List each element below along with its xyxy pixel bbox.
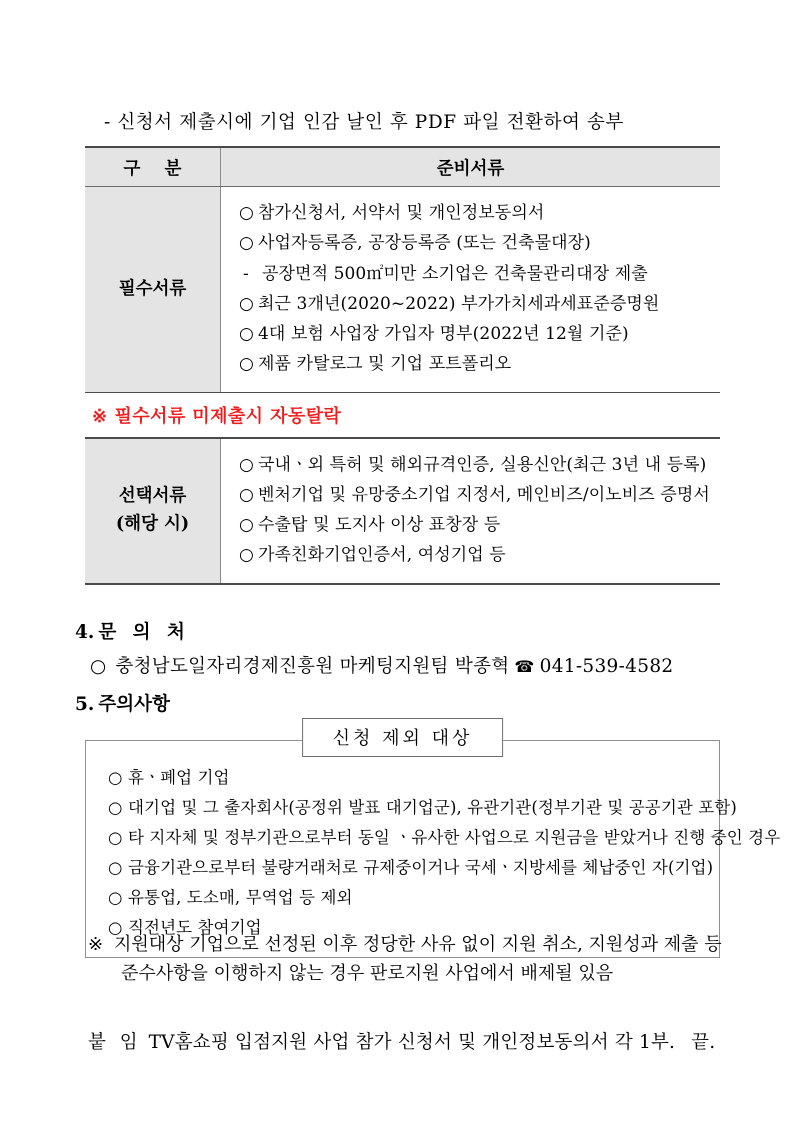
list-item [239,480,714,510]
warning-cell [85,392,720,438]
bullet-marker: ○ [239,203,254,223]
final-note-line2: 준수사항을 이행하지 않는 경우 판로지원 사업에서 배제될 있음 [121,963,614,985]
section-number: 4. [75,622,95,643]
list-item-text: 공장면적 500㎡미만 소기업은 건축물관리대장 제출 [262,263,648,284]
bullet-marker: ○ [108,888,123,908]
optional-label [85,438,221,584]
list-item [239,450,714,480]
list-item-text: 최근 3개년(2020~2022) 부가가치세과세표준증명원 [258,293,660,314]
list-item-text: 수출탑 및 도지사 이상 표창장 등 [258,515,501,535]
section-title: 주의사항 [98,694,170,715]
attachment-end: 끝. [691,1032,716,1053]
list-item [239,349,714,379]
header-documents: 준비서류 [221,147,721,187]
warning-text: 필수서류 미제출시 자동탈락 [114,405,342,427]
bullet-marker: ○ [239,293,254,314]
list-item [239,228,714,258]
exclusion-box-wrapper [85,728,781,958]
bullet-marker: ○ [239,484,254,505]
exclusion-box-title: 신청 제외 대상 [302,718,504,757]
list-item-text: 가족친화기업인증서, 여성기업 등 [258,545,506,566]
list-item-text: 사업자등록증, 공장등록증 (또는 건축물대장) [258,233,591,254]
contact-organization: 충청남도일자리경제진흥원 마케팅지원팀 박종혁 [115,656,510,677]
header-category: 구 분 [85,147,221,187]
list-item-text: 유통업, 도소매, 무역업 등 제외 [128,888,353,908]
table-row-optional [85,438,720,584]
final-note-line1-row [88,934,722,955]
bullet-marker: ○ [239,515,254,535]
lead-line: - 신청서 제출시에 기업 인감 날인 후 PDF 파일 전환하여 송부 [104,112,624,133]
list-item [239,198,714,228]
table-row-required [85,187,720,393]
optional-label-line2: (해당 시) [115,513,190,534]
list-item [108,853,714,883]
list-item-text: 국내ㆍ외 특허 및 해외규격인증, 실용신안(최근 3년 내 등록) [258,454,707,475]
bullet-marker: ○ [90,656,107,677]
list-item [108,883,709,913]
exclusion-box [85,740,781,958]
bullet-marker: ○ [239,545,254,566]
list-item-text: 대기업 및 그 출자회사(공정위 발표 대기업군), 유관기관(정부기관 및 공공기관 포함) [128,798,737,818]
attachment-label: 붙 임 [88,1032,142,1053]
bullet-marker: ○ [108,858,123,878]
table-header-row [85,147,720,187]
list-item-text: 참가신청서, 서약서 및 개인정보동의서 [258,203,545,223]
list-item [108,793,737,823]
optional-label-line1: 선택서류 [118,486,187,507]
required-documents-list [239,198,714,380]
contact-item [90,652,673,678]
list-item [108,823,781,853]
bullet-marker: ○ [108,918,123,938]
required-label: 필수서류 [85,187,221,393]
section-number: 5. [75,694,95,715]
optional-documents-cell [221,438,721,584]
list-item [239,540,714,570]
bullet-marker: ○ [108,798,123,818]
list-item-text: 제품 카탈로그 및 기업 포트폴리오 [258,354,512,375]
bullet-marker: ○ [108,828,123,848]
bullet-marker: ○ [108,768,123,787]
list-item [239,510,714,540]
bullet-marker: ○ [239,454,254,475]
list-item-text: 휴ㆍ폐업 기업 [128,768,230,787]
section-title: 문 의 처 [98,622,190,643]
attachment-text: TV홈쇼핑 입점지원 사업 참가 신청서 및 개인정보동의서 각 1부. [148,1032,676,1053]
list-item [239,259,714,289]
table-row-warning [85,392,720,438]
list-item-text: 금융기관으로부터 불량거래처로 규제중이거나 국세ㆍ지방세를 체납중인 자(기업) [128,858,714,878]
list-item-text: 타 지자체 및 정부기관으로부터 동일 ㆍ유사한 사업으로 지원금을 받았거나 진행 중인 경우 [128,828,781,848]
optional-documents-list [239,450,714,571]
list-item [108,763,709,793]
bullet-marker: ○ [239,324,254,344]
final-note-line1: 지원대상 기업으로 선정된 이후 정당한 사유 없이 지원 취소, 지원성과 제출 등 [114,934,722,955]
list-item-text: 4대 보험 사업장 가입자 명부(2022년 12월 기준) [258,324,629,344]
bullet-marker: ○ [239,354,254,375]
list-item [239,319,714,349]
warning-star-icon: ※ [92,405,108,427]
attachment-line [88,1028,715,1054]
telephone-icon: ☎ [514,657,535,676]
dash-marker: - [243,263,249,284]
required-documents-cell [221,187,721,393]
contact-phone: 041-539-4582 [539,656,674,677]
documents-table [85,146,720,585]
note-star-icon: ※ [88,934,104,955]
section-heading-contact [75,618,190,644]
list-item-text: 직전년도 참여기업 [128,918,262,938]
list-item-text: 벤처기업 및 유망중소기업 지정서, 메인비즈/이노비즈 증명서 [258,484,710,505]
list-item [239,289,714,319]
exclusion-list [86,763,781,943]
final-note [88,930,738,988]
section-heading-notice [75,690,170,716]
bullet-marker: ○ [239,233,254,254]
